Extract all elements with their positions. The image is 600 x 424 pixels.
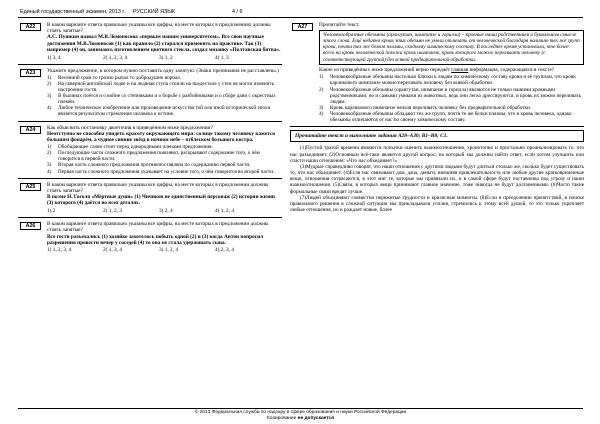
task-intro: В каком варианте ответа правильно указаны все цифры, на месте которых в предложении должны стоять запятые? — [47, 221, 269, 234]
task-a27 — [290, 22, 584, 123]
answer-item — [319, 87, 584, 105]
answer-number: 3) — [319, 104, 324, 111]
right-column — [290, 22, 584, 406]
page-header — [18, 6, 583, 18]
task-sentence: А.С. Пушкин назвал М.В.Ломоносова «первым нашим университетом». Все свои научные достижения М.В.Ломоносов (1) как правило (2) старался применять на практике. Так (3) например (4) он, занимаясь изготовлением цветного стекла, создал мозаику «Полтавская битва». — [47, 34, 281, 53]
section-divider — [290, 126, 584, 127]
question-text-end: информация, содержащаяся в тексте? — [469, 67, 555, 74]
text-paragraph: (3)Мудрые справедливо говорят, что наши отношения с другими людьми будут длиться столько же, сколько будет существовать то, что нас объединяет. (4)Если нас связывают дом, дача, деньги, внешняя привлекательность или любые другие кратковременные вещи, отношения сотрясаются, в этот миг те, которые мы привязали их, и в самой сфере будут поставлены под угрозу и наши взаимоотношения. (5)Связи, в которых вещи принимают главное значение, тоже никогда не будут долговечными. (6)Часто такие формальные связи вредят лучше. — [290, 163, 584, 195]
task-id: A24 — [20, 126, 41, 134]
answer-text: Любое техническое изобретение или произведение искусства той или иной исторической эпохи является результатом стремления человека к истине. — [58, 105, 271, 118]
answer-list — [319, 74, 584, 123]
answer-options — [47, 247, 282, 253]
task-a23 — [18, 68, 282, 118]
task-sentence: В поэме Н. Гоголя «Мёртвые души» (1) Чичиков не единственный персонаж (2) истории жизни (3) которого (4) даётся во всех деталях. — [47, 194, 275, 207]
answer-number: 2) — [47, 81, 52, 88]
answer-text: Кровь карликового шимпанзе нельзя переливать человеку без предварительной обработки. — [330, 104, 532, 111]
answer-number: 4) — [47, 168, 52, 175]
task-divider — [18, 178, 282, 179]
answer-option: 3) 1, 2, 4 — [159, 247, 178, 254]
copy-notice — [18, 416, 583, 422]
answer-text: Первая часть сложного предложения указывает на условие того, о чём говорится во второй части. — [58, 168, 275, 175]
task-id: A23 — [20, 69, 41, 77]
answer-options — [47, 208, 282, 214]
answer-option: 4) 1, 3 — [215, 54, 229, 61]
answer-number: 1) — [47, 144, 52, 151]
task-intro: Прочитайте текст. — [319, 22, 360, 28]
answer-text: Обобщающее слово стоит перед однородными членами предложения. — [58, 144, 213, 151]
left-column — [18, 22, 282, 406]
copyright-line: © 2013 Федеральная служба по надзору в сфере образования и науки Российской Федерации — [194, 410, 407, 415]
answer-number: 1) — [319, 74, 324, 81]
answer-number: 3) — [47, 93, 52, 100]
answer-item — [47, 105, 282, 117]
answer-options — [47, 55, 282, 61]
answer-text: В былинах поётся и о войне со степняками и о борьбе с разбойниками и о сборе дани с окрестных племён. — [58, 93, 276, 106]
task-id: A25 — [20, 183, 41, 191]
page-number: 4 / 6 — [232, 9, 243, 15]
task-divider — [18, 121, 282, 122]
task-question — [319, 67, 584, 73]
task-intro: Как объяснить постановку двоеточия в приведённом ниже предложении? — [47, 124, 213, 131]
answer-option: 3) 2, 4 — [159, 207, 173, 214]
task-intro: В каком варианте ответа правильно указаны все цифры, на месте которых в предложениях должны стоять запятые? — [47, 22, 271, 35]
task-id: A27 — [292, 23, 313, 31]
answer-option: 2) 1, 2, 3 — [103, 207, 122, 214]
text-body — [290, 145, 584, 213]
task-divider — [18, 64, 282, 65]
task-sentence: Неотступно не способна увидеть красоту окружающего мира: солнце такому человеку кажется большим фонарём, а чудное сияние звёзд в ночном небе – отблеском большого костра. — [47, 130, 275, 143]
task-id: A26 — [20, 222, 41, 230]
reading-passage: Человекообразные обезьяны (орангутан, шимпанзе и горилла) – кровные наши родственники в буквальном смысле этого слова. Ещё недавно кровь этих обезьян не умели отличать от человеческой благодаря наличию тех же групп крови, почти тех же белков плазмы, сходному химическому составу. В последнее время установили, что более всего на кровь человеческой похожа кровь шимпанзе, кровь которого можно переливать человеку (с соответствующей группой) без всякой предварительной обработки. — [319, 30, 584, 65]
answer-item — [319, 74, 584, 86]
answer-item — [47, 169, 282, 175]
answer-item — [47, 150, 282, 162]
subject-title: РУССКИЙ ЯЗЫК — [133, 9, 176, 15]
task-intro: Укажите предложение, в котором нужно поставить одну запятую. (Знаки препинания не расставлены.) — [47, 67, 279, 74]
answer-option: 1) 1, 2, 3, 4 — [47, 247, 72, 254]
answer-number: 4) — [47, 105, 52, 112]
text-paragraph: (7)Людей объединяют совместно пережитые трудности и кризисные моменты. (8)Если в преодолении препятствий, в поиске правильного решения в сложной ситуации мы прикладывали усилия, стремились к этому всей душой, то это только укрепляет любые отношения, но и рождает новые, более — [290, 194, 584, 213]
text-paragraph: (1)Пустой тратой времени являются попытки оценить взаимоотношения, хронотопно и пристально проанализировать то, что нас разъединяет. (2)Основным всё-таки является другой вопрос, на который мы должны найти ответ, если хотим улучшить или спасти наши отношения: «Что нас объединяет?» — [290, 145, 584, 164]
answer-option: 4) 2, 3, 4 — [215, 247, 234, 254]
answer-number: 2) — [319, 86, 324, 93]
exam-title: Единый государственный экзамен, 2013 г. — [20, 9, 126, 15]
task-sentence: Все гости разъехались (1) хозяйке захотелось побыть одной (2) и (3) когда Антон попросил разрешения провести вечер у соседей (4) то она не стала удерживать сына. — [47, 233, 264, 246]
task-a26 — [18, 221, 282, 254]
task-a25 — [18, 182, 282, 215]
answer-text: Человекообразные обезьяны (орангутан, шимпанзе и горилла) являются не только нашими кровными родственниками, но и самыми умными из животных, ведь они легко дрессируются, и кровь их можно переливать людям. — [330, 86, 582, 105]
task-id: A22 — [20, 23, 41, 31]
answer-number: 2) — [47, 150, 52, 157]
answer-text: На скверной английской лодке и на ледяная ступа стоили на пьедестале у стен не могли изменить настроение гостя. — [58, 81, 275, 94]
answer-item — [319, 111, 584, 123]
page-footer — [18, 408, 583, 422]
answer-number: 4) — [319, 110, 324, 117]
answer-text: Человекообразные обезьяны настолько близки к людям по химическому составу крови и её группам, что кровь карликового шимпанзе можно переливать человеку без всякой обработки. — [330, 74, 576, 87]
answer-item — [47, 93, 282, 105]
task-a22 — [18, 22, 282, 61]
answer-text: Последующие части сложного предложения поясняют, раскрывают содержание того, о чём говорится в первой части. — [58, 150, 260, 163]
answer-number: 1) — [47, 74, 52, 81]
copy-notice-text: Копирование — [267, 416, 297, 421]
answer-list — [47, 144, 282, 174]
answer-option: 2) 1, 2, 3, 4 — [103, 54, 128, 61]
answer-option: 3) 1, 2 — [159, 54, 173, 61]
answer-option: 4) 1, 2, 4 — [215, 207, 234, 214]
task-a24 — [18, 125, 282, 175]
answer-text: Вторая часть сложного предложения противопоставлена по содержанию первой части. — [58, 162, 251, 169]
answer-text: Весенний гром то грозно рычал то добродушно ворчал. — [58, 74, 182, 81]
task-divider — [18, 217, 282, 218]
answer-item — [47, 81, 282, 93]
answer-option: 1) 2 — [47, 207, 56, 214]
copy-notice-bold: не допускается — [297, 416, 334, 421]
answer-option: 1) 3, 4 — [47, 54, 61, 61]
answer-text: Человекообразные обезьяны обладают тех же групп, почти те же белки плазмы, что и кровь человека, однако обезьяны отличаются от нас по своему химическому составу. — [330, 110, 572, 124]
answer-option: 2) 1, 3, 4 — [103, 247, 122, 254]
section-instruction: Прочитайте текст и выполните задания А28–А30; В1–В8; С1. — [290, 130, 584, 142]
task-intro: В каком варианте ответа правильно указаны все цифры, на месте которых в предложении должны стоять запятые? — [47, 181, 269, 194]
answer-list — [47, 75, 282, 118]
answer-number: 3) — [47, 162, 52, 169]
question-text: Какие из приведённых ниже предложений верно передаёт — [319, 67, 450, 74]
question-keyword: главная — [451, 67, 469, 74]
